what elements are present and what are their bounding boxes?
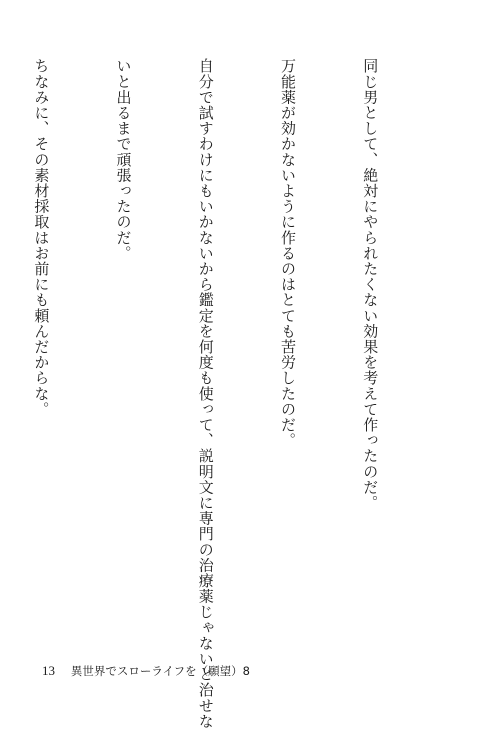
page-footer — [42, 663, 250, 679]
text-line: 自分で試すわけにもいかないから鑑定を何度も使って、説明文に専門の治療薬じゃないと治せな — [196, 58, 215, 729]
page-number: 13 — [42, 663, 55, 678]
text-line: ちなみに、その素材採取はお前にも頼んだからな。 — [32, 58, 51, 417]
running-title: 異世界でスローライフを（願望）8 — [70, 664, 250, 678]
text-line: 同じ男として、絶対にやられたくない効果を考えて作ったのだ。 — [361, 58, 380, 511]
text-line: いと出るまで頑張ったのだ。 — [114, 58, 133, 261]
text-line: 万能薬が効かないように作るのはとても苦労したのだ。 — [278, 58, 297, 448]
